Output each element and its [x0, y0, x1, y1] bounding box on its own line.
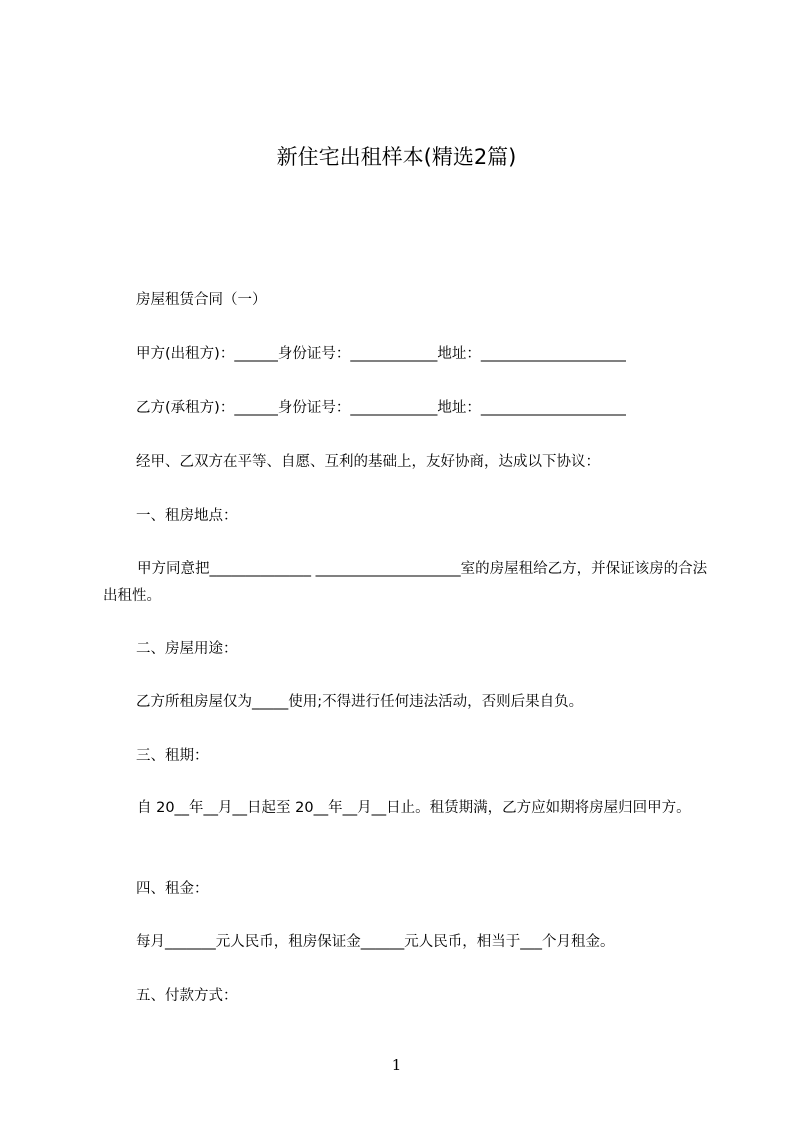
agreement-intro: 经甲、乙双方在平等、自愿、互利的基础上，友好协商，达成以下协议： — [136, 454, 600, 470]
section-2-heading: 二、房屋用途： — [136, 641, 238, 657]
section-5-heading: 五、付款方式： — [136, 988, 238, 1004]
party-b-line: 乙方(承租方)：______身份证号：____________地址：____________________ — [136, 400, 626, 416]
party-a-line: 甲方(出租方)：______身份证号：____________地址：____________________ — [136, 346, 626, 362]
section-1-text: 甲方同意把______________ ____________________室的房屋租给乙方，并保证该房的合法出租性。 — [103, 561, 708, 604]
section-2-text: 乙方所租房屋仅为_____使用;不得进行任何违法活动，否则后果自负。 — [136, 694, 584, 710]
section-3-text: 自 20__年__月__日起至 20__年__月__日止。租赁期满，乙方应如期将房屋归回甲方。 — [137, 800, 691, 816]
section-4-text: 每月_______元人民币，租房保证金______元人民币，相当于___个月租金。 — [136, 934, 615, 950]
section-4-heading: 四、租金： — [136, 881, 209, 897]
section-3-heading: 三、租期： — [136, 748, 209, 764]
section-1-heading: 一、租房地点： — [136, 508, 238, 524]
contract-heading: 房屋租赁合同（一） — [136, 292, 267, 308]
document-title: 新住宅出租样本(精选2篇) — [276, 145, 517, 169]
page-number: 1 — [391, 1056, 402, 1074]
